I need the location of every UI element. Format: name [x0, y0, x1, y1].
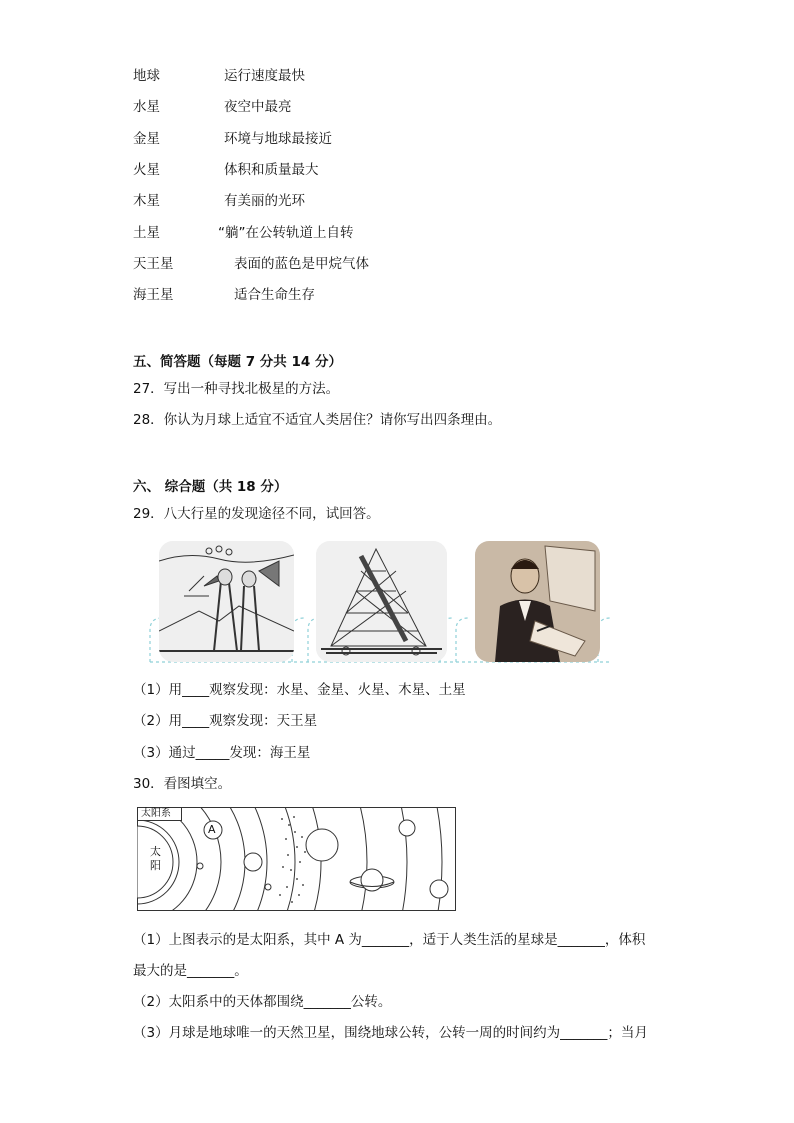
- question-29: 29．八大行星的发现途径不同，试回答。: [133, 506, 380, 522]
- question-30: 30．看图填空。: [133, 776, 232, 792]
- question-29-1: （1）用____观察发现：水星、金星、火星、木星、土星: [133, 682, 466, 698]
- section-heading: 五、简答题（每题 7 分共 14 分）: [133, 354, 342, 370]
- mathematician-portrait-image: [475, 541, 600, 662]
- solar-system-diagram: [137, 807, 456, 911]
- section-heading: 六、 综合题（共 18 分）: [133, 479, 288, 495]
- feature-label: 适合生命生存: [234, 287, 315, 303]
- planet-label: 水星: [133, 99, 160, 115]
- astronomers-engraving-image: [159, 541, 294, 662]
- feature-label: 体积和质量最大: [224, 162, 319, 178]
- feature-label: “躺”在公转轨道上自转: [218, 225, 354, 241]
- question-28: 28．你认为月球上适宜不适宜人类居住？请你写出四条理由。: [133, 412, 502, 428]
- planet-label: 木星: [133, 193, 160, 209]
- planet-label: 火星: [133, 162, 160, 178]
- planet-label: 海王星: [133, 287, 174, 303]
- feature-label: 运行速度最快: [224, 68, 305, 84]
- sun-label: 太 阳: [150, 845, 161, 872]
- question-27: 27．写出一种寻找北极星的方法。: [133, 381, 340, 397]
- telescope-engraving-image: [316, 541, 447, 662]
- question-30-1-cont: 最大的是_______。: [133, 963, 248, 979]
- planet-label: 土星: [133, 225, 160, 241]
- question-30-3: （3）月球是地球唯一的天然卫星，围绕地球公转，公转一周的时间约为_______；当月: [133, 1025, 648, 1041]
- planet-label: 天王星: [133, 256, 174, 272]
- question-30-2: （2）太阳系中的天体都围绕_______公转。: [133, 994, 392, 1010]
- feature-label: 表面的蓝色是甲烷气体: [234, 256, 369, 272]
- feature-label: 夜空中最亮: [224, 99, 292, 115]
- planet-label: 地球: [133, 68, 160, 84]
- feature-label: 有美丽的光环: [224, 193, 305, 209]
- feature-label: 环境与地球最接近: [224, 131, 332, 147]
- question-30-1: （1）上图表示的是太阳系，其中 A 为_______，适于人类生活的星球是_______，体积: [133, 932, 646, 948]
- planet-a-label: A: [208, 823, 216, 836]
- diagram-box-label: 太阳系: [141, 808, 171, 819]
- planet-label: 金星: [133, 131, 160, 147]
- question-29-3: （3）通过_____发现：海王星: [133, 745, 311, 761]
- question-29-2: （2）用____观察发现：天王星: [133, 713, 318, 729]
